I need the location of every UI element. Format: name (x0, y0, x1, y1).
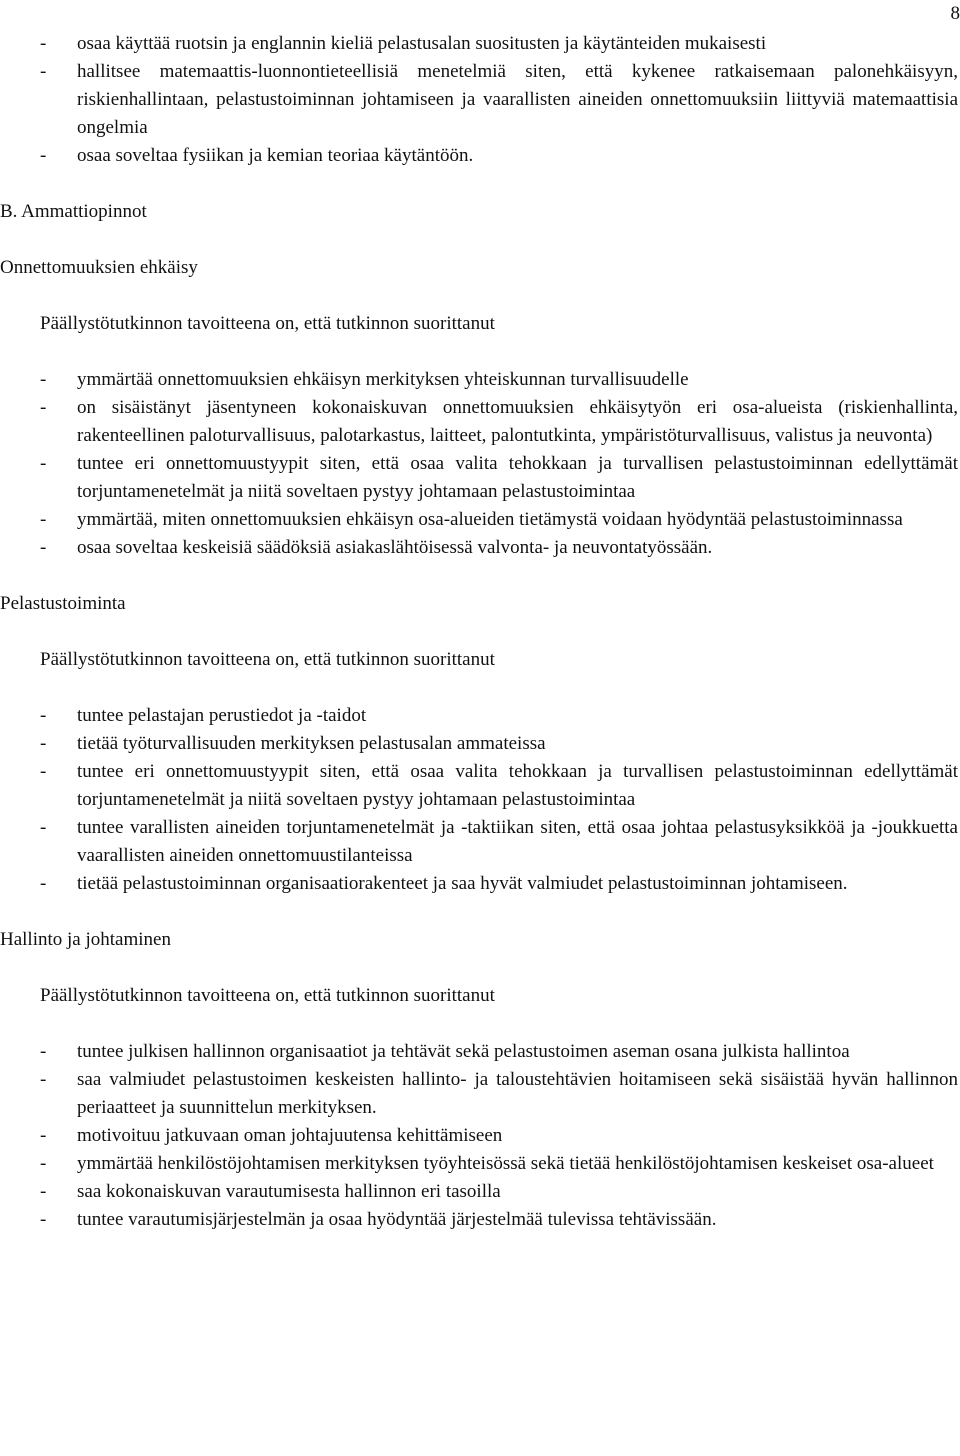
list-item: - hallitsee matemaattis-luonnontieteellisiä menetelmiä siten, että kykenee ratkaisemaan palonehkäisyyn, riskienhallintaan, pelastustoiminnan johtamiseen ja vaarallisten aineiden onnettomuuksiin liittyviä matemaattisia ongelmia (0, 58, 958, 142)
section-title: B. Ammattiopinnot (0, 201, 147, 222)
subsection-intro: Päällystötutkinnon tavoitteena on, että tutkinnon suorittanut (40, 649, 495, 670)
list-item: - tietää pelastustoiminnan organisaatiorakenteet ja saa hyvät valmiudet pelastustoiminnan johtamiseen. (0, 870, 958, 898)
list-item: - ymmärtää, miten onnettomuuksien ehkäisyn osa-alueiden tietämystä voidaan hyödyntää pelastustoiminnassa (0, 506, 958, 534)
list-item: - tuntee julkisen hallinnon organisaatiot ja tehtävät sekä pelastustoimen aseman osana julkista hallintoa (0, 1038, 958, 1066)
list-item: - tuntee eri onnettomuustyypit siten, että osaa valita tehokkaan ja turvallisen pelastustoiminnan edellyttämät torjuntamenetelmät ja niitä soveltaen pystyy johtamaan pelastustoimintaa (0, 758, 958, 814)
list-item: - tuntee varautumisjärjestelmän ja osaa hyödyntää järjestelmää tulevissa tehtävissään. (0, 1206, 958, 1234)
objectives-list (0, 366, 958, 562)
list-item: - saa valmiudet pelastustoimen keskeisten hallinto- ja taloustehtävien hoitamiseen sekä sisäistää hyvän hallinnon periaatteet ja suunnittelun merkityksen. (0, 1066, 958, 1122)
list-item: - tuntee eri onnettomuustyypit siten, että osaa valita tehokkaan ja turvallisen pelastustoiminnan edellyttämät torjuntamenetelmät ja niitä soveltaen pystyy johtamaan pelastustoimintaa (0, 450, 958, 506)
list-item: - ymmärtää onnettomuuksien ehkäisyn merkityksen yhteiskunnan turvallisuudelle (0, 366, 958, 394)
list-item: - tietää työturvallisuuden merkityksen pelastusalan ammateissa (0, 730, 958, 758)
list-item: - saa kokonaiskuvan varautumisesta hallinnon eri tasoilla (0, 1178, 958, 1206)
subsection-title-onnettomuuksien-ehkaisy: Onnettomuuksien ehkäisy (0, 257, 198, 278)
page-number: 8 (950, 3, 960, 24)
list-item: - tuntee varallisten aineiden torjuntamenetelmät ja -taktiikan siten, että osaa johtaa pelastusyksikköä ja -joukkuetta vaarallisten aineiden onnettomuustilanteissa (0, 814, 958, 870)
document-body (0, 30, 958, 1234)
list-item: - osaa soveltaa fysiikan ja kemian teoriaa käytäntöön. (0, 142, 958, 170)
list-item: - on sisäistänyt jäsentyneen kokonaiskuvan onnettomuuksien ehkäisytyön eri osa-alueista (riskienhallinta, rakenteellinen paloturvallisuus, palotarkastus, laitteet, palontutkinta, ympäristöturvallisuus, valistus ja neuvonta) (0, 394, 958, 450)
list-item: - osaa soveltaa keskeisiä säädöksiä asiakaslähtöisessä valvonta- ja neuvontatyössään. (0, 534, 958, 562)
intro-list (0, 30, 958, 170)
subsection-title-hallinto-ja-johtaminen: Hallinto ja johtaminen (0, 929, 171, 950)
list-item: - motivoituu jatkuvaan oman johtajuutensa kehittämiseen (0, 1122, 958, 1150)
objectives-list (0, 1038, 958, 1234)
subsection-title-pelastustoiminta: Pelastustoiminta (0, 593, 126, 614)
subsection-intro: Päällystötutkinnon tavoitteena on, että tutkinnon suorittanut (40, 985, 495, 1006)
list-item: - tuntee pelastajan perustiedot ja -taidot (0, 702, 958, 730)
subsection-intro: Päällystötutkinnon tavoitteena on, että tutkinnon suorittanut (40, 313, 495, 334)
objectives-list (0, 702, 958, 898)
list-item: - ymmärtää henkilöstöjohtamisen merkityksen työyhteisössä sekä tietää henkilöstöjohtamisen keskeiset osa-alueet (0, 1150, 958, 1178)
list-item: - osaa käyttää ruotsin ja englannin kieliä pelastusalan suositusten ja käytänteiden mukaisesti (0, 30, 958, 58)
